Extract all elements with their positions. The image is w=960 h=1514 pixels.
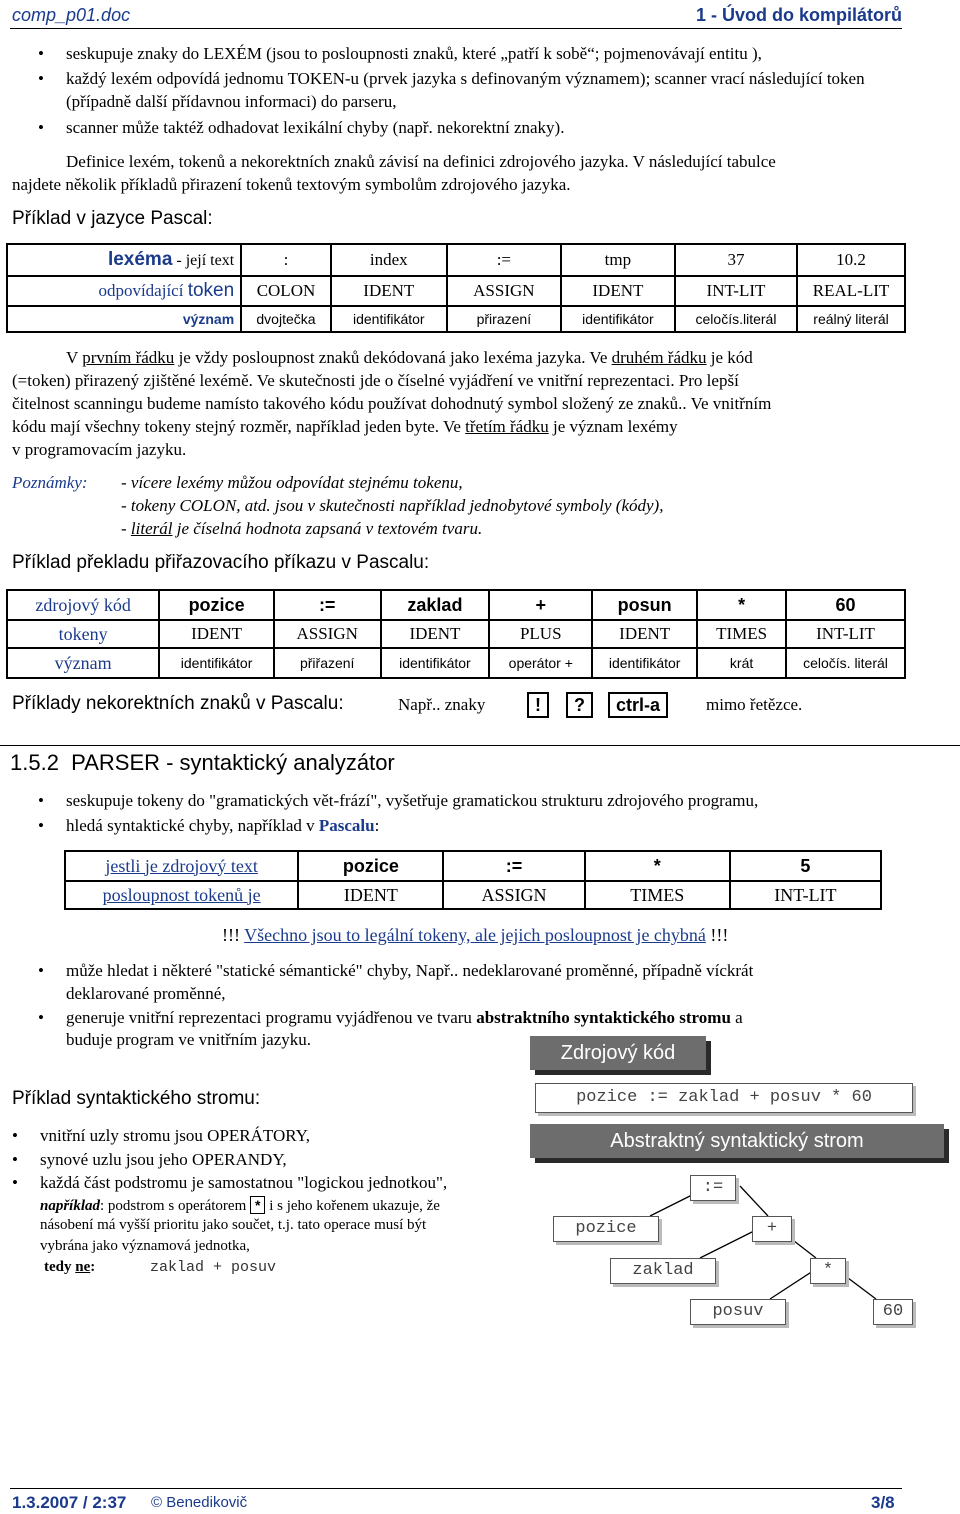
cell: IDENT [159,620,274,648]
intro-bullet-3: • scanner může taktéž odhadovat lexikální chyby (např. nekorektní znaky). [66,118,564,138]
footer-rule [10,1488,902,1489]
key-question: ? [566,692,593,718]
tree-example-line2: násobení má vyšší prioritu jako součet, t.j. tato operace musí být [40,1217,427,1233]
pascal-table [6,243,906,333]
node-times: * [810,1258,846,1284]
source-code-label: Zdrojový kód [530,1036,706,1070]
cell: IDENT [298,881,443,909]
para1-line1: Definice lexém, tokenů a nekorektních znaků závisí na definici zdrojového jazyka. V následující tabulce [66,152,776,171]
cell: identifikátor [592,648,697,678]
cell: TIMES [585,881,730,909]
section-heading: 1.5.2 PARSER - syntaktický analyzátor [10,750,395,775]
cell: IDENT [331,276,447,306]
cell: identifikátor [381,648,490,678]
tree-heading: Příklad syntaktického stromu: [12,1088,261,1109]
cell: celočís. literál [786,648,905,678]
node-assign: := [690,1175,736,1201]
tree-example-line1: například: podstrom s operátorem * i s jeho kořenem ukazuje, že [40,1197,440,1214]
node-pozice: pozice [553,1216,659,1242]
cell: přiřazení [274,648,381,678]
cell: ASSIGN [443,881,584,909]
label-token-sequence: posloupnost tokenů je [65,881,298,909]
parser-bullet-1: • seskupuje tokeny do "gramatických vět-frází", vyšetřuje gramatickou strukturu zdrojového programu, [66,791,758,811]
cell: tmp [561,244,675,276]
tree-bullet-3: • každá část podstromu je samostatnou "logickou jednotkou", [40,1173,447,1193]
cell: identifikátor [331,306,447,332]
cell: krát [697,648,786,678]
row-label-vyznam: význam [7,306,241,332]
node-posuv: posuv [690,1299,786,1325]
row-label-lexema: lexéma - její text [7,244,241,276]
cell: INT-LIT [730,881,881,909]
edge-assign-plus [740,1186,768,1216]
cell: index [331,244,447,276]
cell: * [585,851,730,881]
cell: : [241,244,331,276]
bad-chars-suffix: mimo řetězce. [706,695,803,714]
tedy-code: zaklad + posuv [150,1259,277,1276]
cell: IDENT [381,620,490,648]
cell: := [443,851,584,881]
cell: 10.2 [797,244,905,276]
note-2: - tokeny COLON, atd. jsou v skutečnosti například jednobytové symboly (kódy), [121,496,664,515]
section-rule [0,745,960,746]
node-plus: + [752,1216,792,1242]
cell: identifikátor [561,306,675,332]
para2-line2: (=token) přirazený zjištěné lexémě. Ve skutečnosti jde o číselné vyjádření ve vnitřní reprezentaci. Pro lepší [12,371,739,390]
note-1: - vícere lexémy můžou odpovídat stejnému tokenu, [121,473,463,492]
footer-date: 1.3.2007 / 2:37 [12,1493,127,1512]
notes-label: Poznámky: [12,473,88,492]
parser-bullet-3-cont: deklarované proměnné, [66,984,226,1003]
para2-line3: čitelnost scanningu budeme namísto takového kódu používat dohodnutý symbol složený ze znaků.. Ve vnitřním [12,394,772,413]
cell: reálný literál [797,306,905,332]
label-tokeny: tokeny [7,620,159,648]
cell: identifikátor [159,648,274,678]
page-header [10,2,902,29]
cell: IDENT [561,276,675,306]
cell: REAL-LIT [797,276,905,306]
cell: ASSIGN [447,276,561,306]
cell: INT-LIT [786,620,905,648]
cell: 5 [730,851,881,881]
cell: + [489,590,592,620]
tree-bullet-2: • synové uzlu jsou jeho OPERANDY, [40,1150,287,1170]
para2-line5: v programovacím jazyku. [12,440,187,459]
note-3: - literál je číselná hodnota zapsaná v textovém tvaru. [121,519,483,538]
node-60: 60 [873,1299,913,1325]
source-code-box: pozice := zaklad + posuv * 60 [535,1083,913,1113]
key-ctrl-a: ctrl-a [608,692,668,718]
tree-example-line3: vybrána jako významová jednotka, [40,1238,250,1254]
tedy-ne: tedy ne: [44,1259,96,1275]
key-exclamation: ! [527,692,549,718]
label-source-text: jestli je zdrojový text [65,851,298,881]
cell: pozice [298,851,443,881]
cell: PLUS [489,620,592,648]
intro-bullet-1: • seskupuje znaky do LEXÉM (jsou to posloupnosti znaků, které „patří k sobě“; pojmenovávají entitu ), [66,44,762,64]
cell: přirazení [447,306,561,332]
para2-line1: V prvním řádku je vždy posloupnost znaků dekódovaná jako lexéma jazyka. Ve druhém řádku je kód [66,348,753,367]
footer-page: 3/8 [871,1493,895,1512]
parser-bullet-4-cont: buduje program ve vnitřním jazyku. [66,1030,312,1049]
cell: IDENT [592,620,697,648]
cell: pozice [159,590,274,620]
cell: TIMES [697,620,786,648]
row-label-token: odpovídající token [7,276,241,306]
cell: INT-LIT [675,276,797,306]
label-vyznam: význam [7,648,159,678]
label-zdrojovy-kod: zdrojový kód [7,590,159,620]
parser-bullet-4: • generuje vnitřní reprezentaci programu vyjádřenou ve tvaru abstraktního syntaktického stromu a [66,1008,743,1028]
copyright-icon: © [151,1494,163,1511]
ast-label: Abstraktný syntaktický strom [530,1124,944,1158]
cell: 37 [675,244,797,276]
parser-bullet-2: • hledá syntaktické chyby, například v Pascalu: [66,816,379,836]
footer-author: © Benedikovič [151,1494,248,1511]
cell: zaklad [381,590,490,620]
cell: := [274,590,381,620]
node-zaklad: zaklad [610,1258,716,1284]
bad-chars-prefix: Např.. znaky [398,695,486,714]
cell: posun [592,590,697,620]
para1-line2: najdete několik příkladů přirazení tokenů textovým symbolům zdrojového jazyka. [12,175,571,194]
para2-line4: kódu mají všechny tokeny stejný rozměr, například jeden byte. Ve třetím řádku je význam lexémy [12,417,678,436]
cell: operátor + [489,648,592,678]
parser-bullet-3: • může hledat i některé "statické sémantické" chyby, Např.. nedeklarované proměnné, případně víckrát [66,961,753,981]
assign-heading: Příklad překladu přiřazovacího příkazu v Pascalu: [12,552,430,573]
tree-bullet-1: • vnitřní uzly stromu jsou OPERÁTORY, [40,1126,310,1146]
warning: !!! Všechno jsou to legální tokeny, ale jejich posloupnost je chybná !!! [222,925,729,945]
cell: := [447,244,561,276]
cell: * [697,590,786,620]
parser-table [64,850,882,910]
assign-table [6,589,906,679]
cell: ASSIGN [274,620,381,648]
cell: 60 [786,590,905,620]
intro-bullet-2: • každý lexém odpovídá jednomu TOKEN-u (prvek jazyka s definovaným významem); scanner vrací následující token (případně další přídavnou informaci) do parseru, [66,67,896,113]
cell: COLON [241,276,331,306]
file-name: comp_p01.doc [12,5,131,25]
pascal-heading: Příklad v jazyce Pascal: [12,208,213,229]
cell: dvojtečka [241,306,331,332]
chapter-title: 1 - Úvod do kompilátorů [695,5,902,25]
cell: celočís.literál [675,306,797,332]
bad-chars-heading: Příklady nekorektních znaků v Pascalu: [12,693,344,714]
